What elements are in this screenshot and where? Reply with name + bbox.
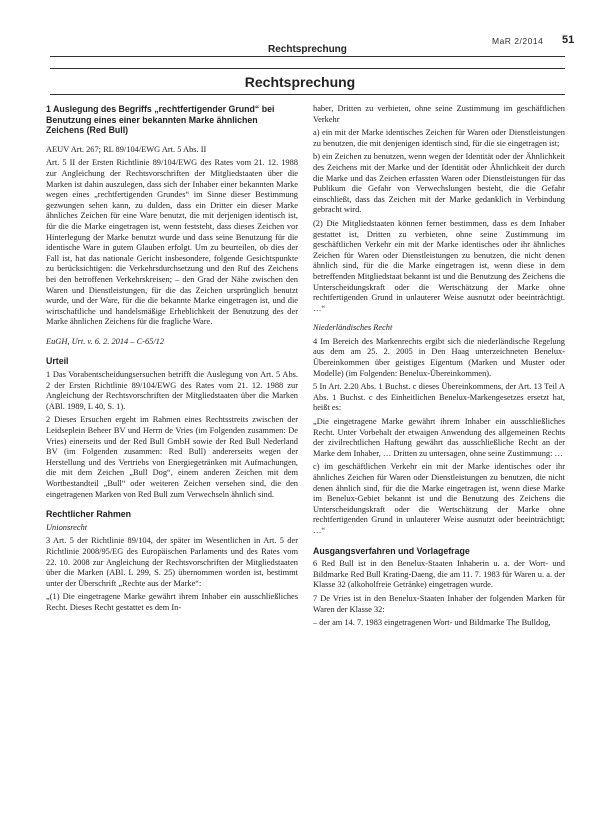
paragraph-3-quote: „(1) Die eingetragene Marke gewährt ihrem Inhaber ein ausschließliches Recht. Dieses Recht gestattet es dem In-	[46, 592, 298, 612]
quote-2: (2) Die Mitgliedstaaten können ferner bestimmen, dass es dem Inhaber gestattet ist, Dritten zu verbieten, ohne seine Zustimmung im geschäftlichen Verkehr ein mit der Marke identisches oder ihr ähnliches Zeichen für Waren oder Dienstleistungen zu benutzen, die nicht denen ähnlich sind, für die die Marke eingetragen ist, wenn diese in dem betreffenden Mitgliedstaat bekannt ist und die Benutzung des Zeichens die Unterscheidungskraft oder die Wertschätzung der Marke ohne rechtfertigenden Grund in unlauterer Weise ausnutzt oder beeinträchtigt. …“	[313, 218, 565, 313]
left-column	[46, 104, 298, 617]
section-label: Rechtsprechung	[268, 44, 347, 55]
header-rule	[50, 56, 565, 57]
nl-subheading: Niederländisches Recht	[313, 323, 393, 333]
ausgang-heading: Ausgangsverfahren und Vorlagefrage	[313, 545, 470, 556]
quote-b: b) ein Zeichen zu benutzen, wenn wegen der Identität oder der Ähnlichkeit des Zeichens mit der Marke und der Identität oder Ähnlichkeit der durch die Marke und das Zeichen erfassten Waren oder Dienstleistungen für das Publikum die Gefahr von Verwechslungen besteht, die die Gefahr einschließt, dass das Zeichen mit der Marke gedanklich in Verbindung gebracht wird.	[313, 152, 565, 215]
paragraph-5: 5 In Art. 2.20 Abs. 1 Buchst. c dieses Übereinkommens, der Art. 13 Teil A Abs. 1 Buchst. c des Einheitlichen Benelux-Markengesetzes ersetzt hat, heißt es:	[313, 382, 565, 413]
unionsrecht-subheading: Unionsrecht	[46, 522, 88, 532]
paragraph-3: 3 Art. 5 der Richtlinie 89/104, der später im Wesentlichen in Art. 5 der Richtlinie 2008/95/EG des Europäischen Parlaments und des Rates vom 22. 10. 2008 zur Angleichung der Rechtsvorschriften der Mitgliedstaaten über die Marken (ABl. L 299, S. 25) übernommen worden ist, bestimmt unter der Überschrift „Rechte aus der Marke“:	[46, 536, 298, 588]
case-title: Auslegung des Begriffs „rechtfertigender Grund“ bei Benutzung eines einer bekannten Marke ähnlichen Zeichens (Red Bull)	[46, 104, 275, 136]
paragraph-6: 6 Red Bull ist in den Benelux-Staaten Inhaberin u. a. der Wort- und Bildmarke Red Bull Krating-Daeng, die am 11. 7. 1983 für Waren u. a. der Klasse 32 (alkoholfreie Getränke) eingetragen wurde.	[313, 559, 565, 590]
leitsatz: Art. 5 II der Ersten Richtlinie 89/104/EWG des Rates vom 21. 12. 1988 zur Angleichung der Rechtsvorschriften der Mitgliedstaaten über die Marken ist dahin auszulegen, dass sich der Inhaber einer bekannten Marke wegen eines „rechtfertigenden Grundes“ im Sinne dieser Bestimmung gezwungen sehen kann, zu dulden, dass ein Dritter ein dieser Marke ähnliches Zeichen für eine Ware benutzt, die mit derjenigen identisch ist, für die die Marke eingetragen ist, wenn feststeht, dass dieses Zeichen vor Hinterlegung der Marke benutzt wurde und dass seine Benutzung für die identische Ware in gutem Glauben erfolgt. Um zu beurteilen, ob dies der Fall ist, hat das nationale Gericht insbesondere, folgende Gesichtspunkte zu berücksichtigen: die Verkehrsdurchsetzung und den Ruf des Zeichens bei den betroffenen Verkehrskreisen; – den Grad der Nähe zwischen den Waren und Dienstleistungen, für die das Zeichen ursprünglich benutzt wurde, und der Ware, für die die bekannte Marke eingetragen ist, und die wirtschaftliche und handelsmäßige Erheblichkeit der Benutzung des der Marke ähnlichen Zeichens für die fragliche Ware.	[46, 158, 298, 327]
urteil-heading: Urteil	[46, 356, 69, 367]
norms: AEUV Art. 267; RL 89/104/EWG Art. 5 Abs. II	[46, 144, 207, 154]
case-number: 1	[46, 104, 51, 114]
journal-issue: MaR 2/2014	[492, 36, 544, 46]
page-title: Rechtsprechung	[244, 74, 356, 90]
page-number: 51	[562, 34, 575, 46]
paragraph-2: 2 Dieses Ersuchen ergeht im Rahmen eines Rechtsstreits zwischen der Leidseplein Beheer BV und Herrn de Vries (im Folgenden zusammen: De Vries) einerseits und der Red Bull GmbH sowie der Red Bull Nederland BV (im Folgenden zusammen: Red Bull) andererseits wegen der Herstellung und des Vertriebs von Energiegetränken mit Aufmachungen, die mit dem Zeichen „Bull Dog“, einem anderen Zeichen mit dem Wortbestandteil „Bull“ oder weiteren Zeichen versehen sind, die den eingetragenen Marken von Red Bull zum Verwechseln ähnlich sind.	[46, 415, 298, 499]
quote-a: a) ein mit der Marke identisches Zeichen für Waren oder Dienstleistungen zu benutzen, die mit denjenigen identisch sind, für die sie eingetragen ist;	[313, 128, 565, 148]
paragraph-7: 7 De Vries ist in den Benelux-Staaten Inhaber der folgenden Marken für Waren der Klasse 32:	[313, 593, 565, 614]
title-rule-bottom	[50, 94, 565, 95]
court-citation: EuGH, Urt. v. 6. 2. 2014 – C-65/12	[46, 336, 165, 346]
rahmen-heading: Rechtlicher Rahmen	[46, 509, 132, 520]
paragraph-5-quote: „Die eingetragene Marke gewährt ihrem Inhaber ein ausschließliches Recht. Unter Vorbehalt der etwaigen Anwendung des allgemeinen Rechts der zivilrechtlichen Haftung gewährt das ausschließliche Recht an der Marke dem Inhaber, … Dritten zu untersagen, ohne seine Zustimmung: …	[313, 417, 565, 458]
right-column	[313, 104, 565, 632]
paragraph-1: 1 Das Vorabentscheidungsersuchen betrifft die Auslegung von Art. 5 Abs. 2 der Ersten Richtlinie 89/104/EWG des Rates vom 21. 12. 1988 zur Angleichung der Rechtsvorschriften der Mitgliedstaaten über die Marken (ABl. 1989, L 40, S. 1).	[46, 370, 298, 411]
paragraph-4: 4 Im Bereich des Markenrechts ergibt sich die niederländische Regelung aus dem am 25. 2. 2005 in Den Haag unterzeichneten Benelux-Übereinkommen über geistiges Eigentum (Marken und Muster oder Modelle) (im Folgenden: Benelux-Übereinkommen).	[313, 336, 565, 378]
case-heading	[46, 104, 298, 136]
paragraph-5-quote-c: c) im geschäftlichen Verkehr ein mit der Marke identisches oder ihr ähnliches Zeichen für Waren oder Dienstleistungen zu benutzen, die nicht denen ähnlich sind, für die die Marke eingetragen ist, wenn diese Marke im Benelux-Gebiet bekannt ist und die Benutzung des Zeichens die Unterscheidungskraft oder die Wertschätzung der Marke ohne rechtfertigenden Grund in unlauterer Weise ausnutzt oder beeinträchtigt; …“	[313, 462, 565, 535]
quote-continuation: haber, Dritten zu verbieten, ohne seine Zustimmung im geschäftlichen Verkehr	[313, 104, 565, 124]
title-rule-top	[50, 68, 565, 69]
paragraph-7-item: – der am 14. 7. 1983 eingetragenen Wort- und Bildmarke The Bulldog,	[313, 618, 551, 628]
